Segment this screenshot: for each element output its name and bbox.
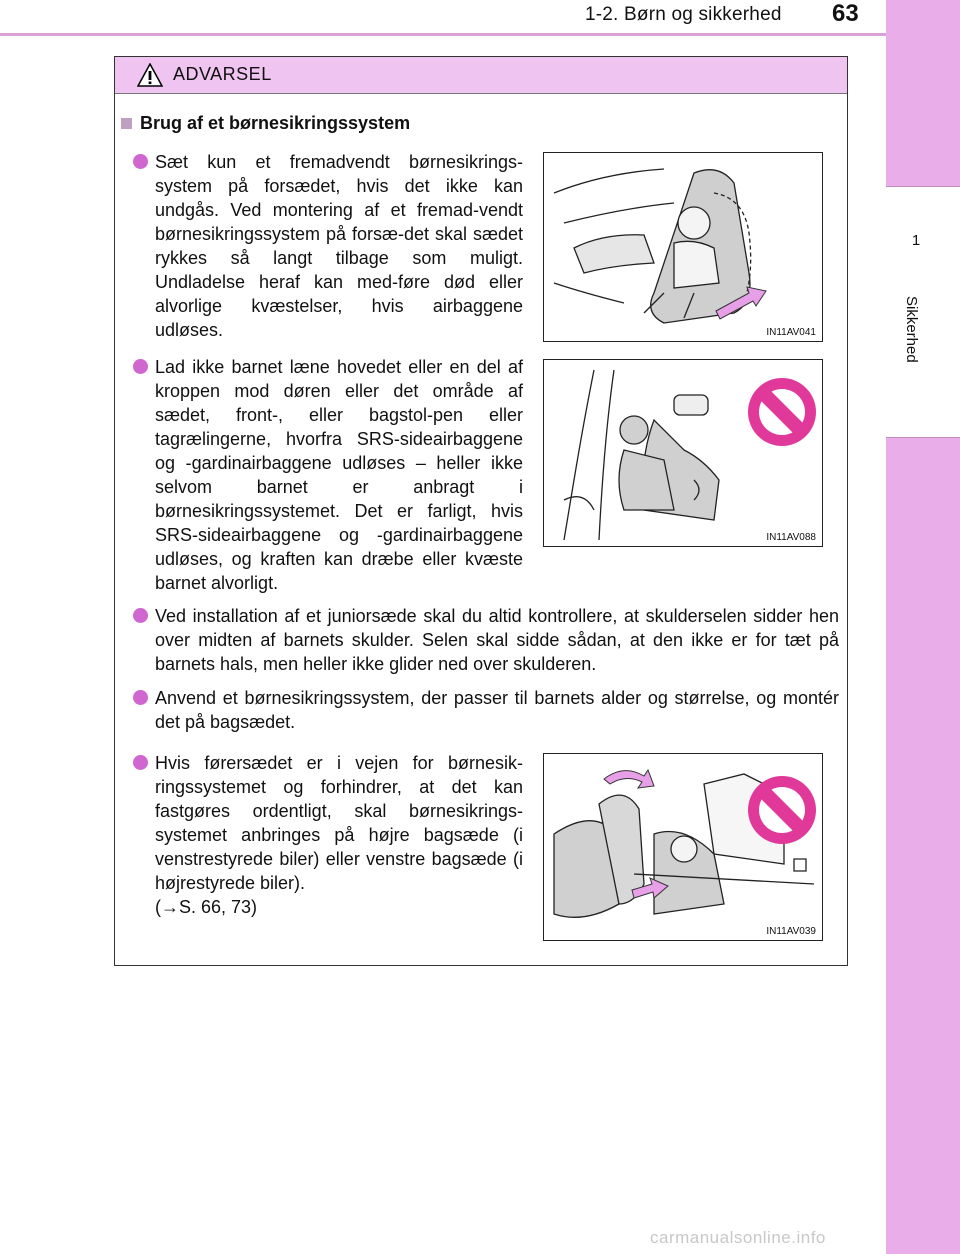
warning-item-4 xyxy=(133,686,839,734)
warning-section-heading-text: Brug af et børnesikringssystem xyxy=(140,113,411,133)
square-bullet-icon xyxy=(121,118,132,129)
watermark: carmanualsonline.info xyxy=(650,1228,826,1247)
header-divider xyxy=(0,33,886,36)
page-number: 63 xyxy=(832,0,859,27)
figure-2-label: IN11AV088 xyxy=(766,532,816,543)
warning-item-text: Hvis førersædet er i vejen for børnesik-ringssystemet og forhindrer, at det kan fastgøres ordentligt, skal børnesikrings-systemet anbringes på højre bagsæde (i venstrestyrede biler) eller venstre bagsæde (i højrestyrede biler). xyxy=(155,753,523,893)
warning-item-1 xyxy=(133,150,523,342)
warning-item-text: Sæt kun et fremadvendt børnesikrings-system på forsædet, hvis det ikke kan undgås. Ved montering af et fremad-vendt børnesikringssystem på forsæ-det skal sædet rykkes så langt tilbage som muligt. Undladelse heraf kan med-føre død eller alvorlige kvæstelser, hvis airbaggene udløses. xyxy=(155,152,523,340)
bullet-icon xyxy=(133,359,148,374)
child-leaning-on-door-prohibited-illustration-icon xyxy=(544,360,822,546)
bullet-icon xyxy=(133,755,148,770)
warning-triangle-icon xyxy=(137,63,163,87)
figure-1-label: IN11AV041 xyxy=(766,327,816,338)
page-reference[interactable]: (→S. 66, 73) xyxy=(155,897,258,917)
figure-2 xyxy=(543,359,823,547)
warning-item-text: Ved installation af et juniorsæde skal du altid kontrollere, at skulderselen sidder hen over midten af barnets skulder. Selen skal sidde sådan, at den ikke er for tæt på barnets hals, men heller ikke glider ned over skulderen. xyxy=(155,606,839,674)
warning-item-2 xyxy=(133,355,523,595)
figure-3 xyxy=(543,753,823,941)
forward-facing-child-seat-illustration-icon xyxy=(544,153,822,341)
warning-item-5 xyxy=(133,751,523,919)
warning-title: ADVARSEL xyxy=(173,64,272,84)
bullet-icon xyxy=(133,608,148,623)
section-title: 1-2. Børn og sikkerhed xyxy=(585,4,782,25)
warning-section-heading xyxy=(121,113,410,134)
warning-item-text: Anvend et børnesikringssystem, der passer til barnets alder og størrelse, og montér det på bagsædet. xyxy=(155,688,839,732)
child-seat-behind-driver-prohibited-illustration-icon xyxy=(544,754,822,940)
chapter-number: 1 xyxy=(911,232,921,249)
bullet-icon xyxy=(133,690,148,705)
warning-box xyxy=(114,56,848,966)
chapter-label: Sikkerhed xyxy=(903,296,920,363)
warning-item-3 xyxy=(133,604,839,676)
warning-item-text: Lad ikke barnet læne hovedet eller en del af kroppen mod døren eller det område af sædet, front-, eller bagstol-pen eller tagrælingerne, hvorfra SRS-sideairbaggene og -gardinairbaggene udløses – heller ikke selvom barnet er anbragt i børnesikringssystemet. Det er farligt, hvis SRS-sideairbaggene og -gardinairbaggene udløses, og kraften kan dræbe eller kvæste barnet alvorligt. xyxy=(155,357,523,593)
figure-1 xyxy=(543,152,823,342)
figure-3-label: IN11AV039 xyxy=(766,926,816,937)
warning-header xyxy=(115,57,847,94)
bullet-icon xyxy=(133,154,148,169)
